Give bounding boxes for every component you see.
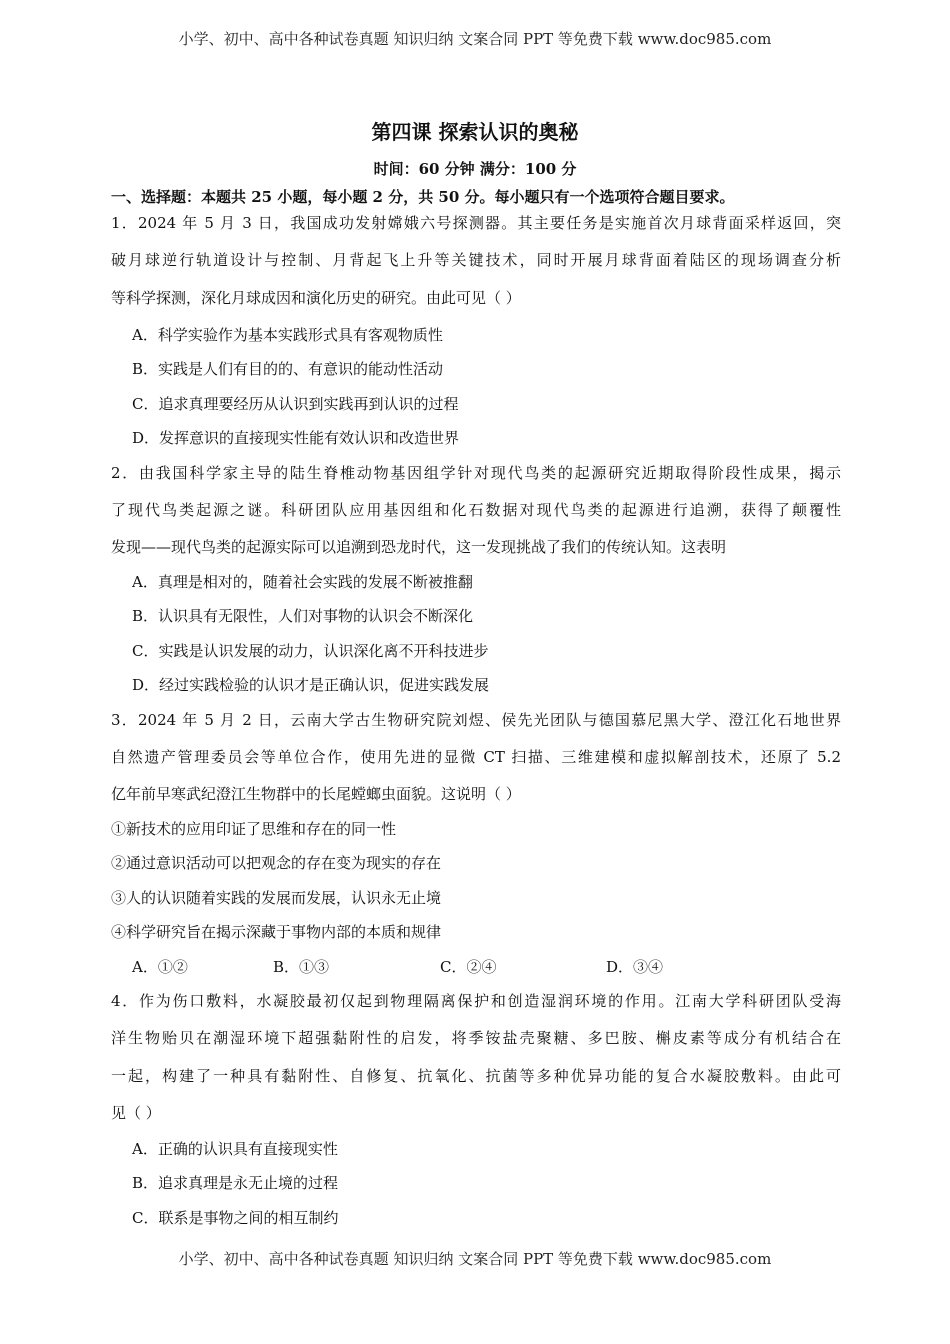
question-4-option-c[interactable]: C．联系是事物之间的相互制约: [132, 1209, 339, 1227]
question-1-line-3: 等科学探测，深化月球成因和演化历史的研究。由此可见（ ）: [111, 289, 521, 307]
section-heading: 一、选择题：本题共 25 小题，每小题 2 分，共 50 分。每小题只有一个选项符合题目要求。: [111, 188, 735, 206]
question-3-statement-3: ③人的认识随着实践的发展而发展，认识永无止境: [111, 889, 442, 907]
question-3-choice-c[interactable]: C．②④: [440, 958, 497, 976]
question-1-line-2: 破月球逆行轨道设计与控制、月背起飞上升等关键技术，同时开展月球背面着陆区的现场调查分析: [111, 251, 841, 269]
question-2-line-3: 发现——现代鸟类的起源实际可以追溯到恐龙时代，这一发现挑战了我们的传统认知。这表明: [111, 538, 727, 556]
question-3-choice-b[interactable]: B．①③: [273, 958, 330, 976]
question-4-option-b[interactable]: B．追求真理是永无止境的过程: [132, 1174, 339, 1192]
question-2-option-a[interactable]: A．真理是相对的，随着社会实践的发展不断被推翻: [132, 573, 473, 591]
question-4-line-1: 4．作为伤口敷料，水凝胶最初仅起到物理隔离保护和创造湿润环境的作用。江南大学科研团队受海: [111, 992, 841, 1010]
question-3-statement-2: ②通过意识活动可以把观念的存在变为现实的存在: [111, 854, 442, 872]
question-4-line-3: 一起，构建了一种具有黏附性、自修复、抗氧化、抗菌等多种优异功能的复合水凝胶敷料。由此可: [111, 1067, 841, 1085]
question-2-line-1: 2．由我国科学家主导的陆生脊椎动物基因组学针对现代鸟类的起源研究近期取得阶段性成果，揭示: [111, 464, 841, 482]
question-3-line-1: 3．2024 年 5 月 2 日，云南大学古生物研究院刘煜、侯先光团队与德国慕尼黑大学、澄江化石地世界: [111, 711, 841, 729]
question-4-option-a[interactable]: A．正确的认识具有直接现实性: [132, 1140, 338, 1158]
question-1-option-a[interactable]: A．科学实验作为基本实践形式具有客观物质性: [132, 326, 443, 344]
question-2-option-d[interactable]: D．经过实践检验的认识才是正确认识，促进实践发展: [132, 676, 490, 694]
question-2-option-c[interactable]: C．实践是认识发展的动力，认识深化离不开科技进步: [132, 642, 489, 660]
exam-info: 时间：60 分钟 满分：100 分: [373, 160, 577, 178]
question-3-line-3: 亿年前早寒武纪澄江生物群中的长尾螳螂虫面貌。这说明（ ）: [111, 785, 521, 803]
question-2-option-b[interactable]: B．认识具有无限性，人们对事物的认识会不断深化: [132, 607, 474, 625]
question-1-option-c[interactable]: C．追求真理要经历从认识到实践再到认识的过程: [132, 395, 459, 413]
question-1-option-b[interactable]: B．实践是人们有目的的、有意识的能动性活动: [132, 360, 444, 378]
page-header: 小学、初中、高中各种试卷真题 知识归纳 文案合同 PPT 等免费下载 www.doc985.com: [178, 30, 772, 48]
question-3-statement-4: ④科学研究旨在揭示深藏于事物内部的本质和规律: [111, 923, 442, 941]
question-1-option-d[interactable]: D．发挥意识的直接现实性能有效认识和改造世界: [132, 429, 460, 447]
question-4-line-2: 洋生物贻贝在潮湿环境下超强黏附性的启发，将季铵盐壳聚糖、多巴胺、槲皮素等成分有机结合在: [111, 1029, 841, 1047]
question-1-line-1: 1．2024 年 5 月 3 日，我国成功发射嫦娥六号探测器。其主要任务是实施首次月球背面采样返回，突: [111, 214, 841, 232]
question-3-line-2: 自然遗产管理委员会等单位合作，使用先进的显微 CT 扫描、三维建模和虚拟解剖技术，还原了 5.2: [111, 748, 841, 766]
question-4-line-4: 见（ ）: [111, 1104, 161, 1122]
question-3-choice-d[interactable]: D．③④: [606, 958, 664, 976]
page-footer: 小学、初中、高中各种试卷真题 知识归纳 文案合同 PPT 等免费下载 www.doc985.com: [178, 1250, 772, 1268]
question-2-line-2: 了现代鸟类起源之谜。科研团队应用基因组和化石数据对现代鸟类的起源进行追溯，获得了颠覆性: [111, 501, 841, 519]
question-3-choice-a[interactable]: A．①②: [132, 958, 188, 976]
question-3-statement-1: ①新技术的应用印证了思维和存在的同一性: [111, 820, 397, 838]
lesson-title: 第四课 探索认识的奥秘: [371, 120, 579, 144]
